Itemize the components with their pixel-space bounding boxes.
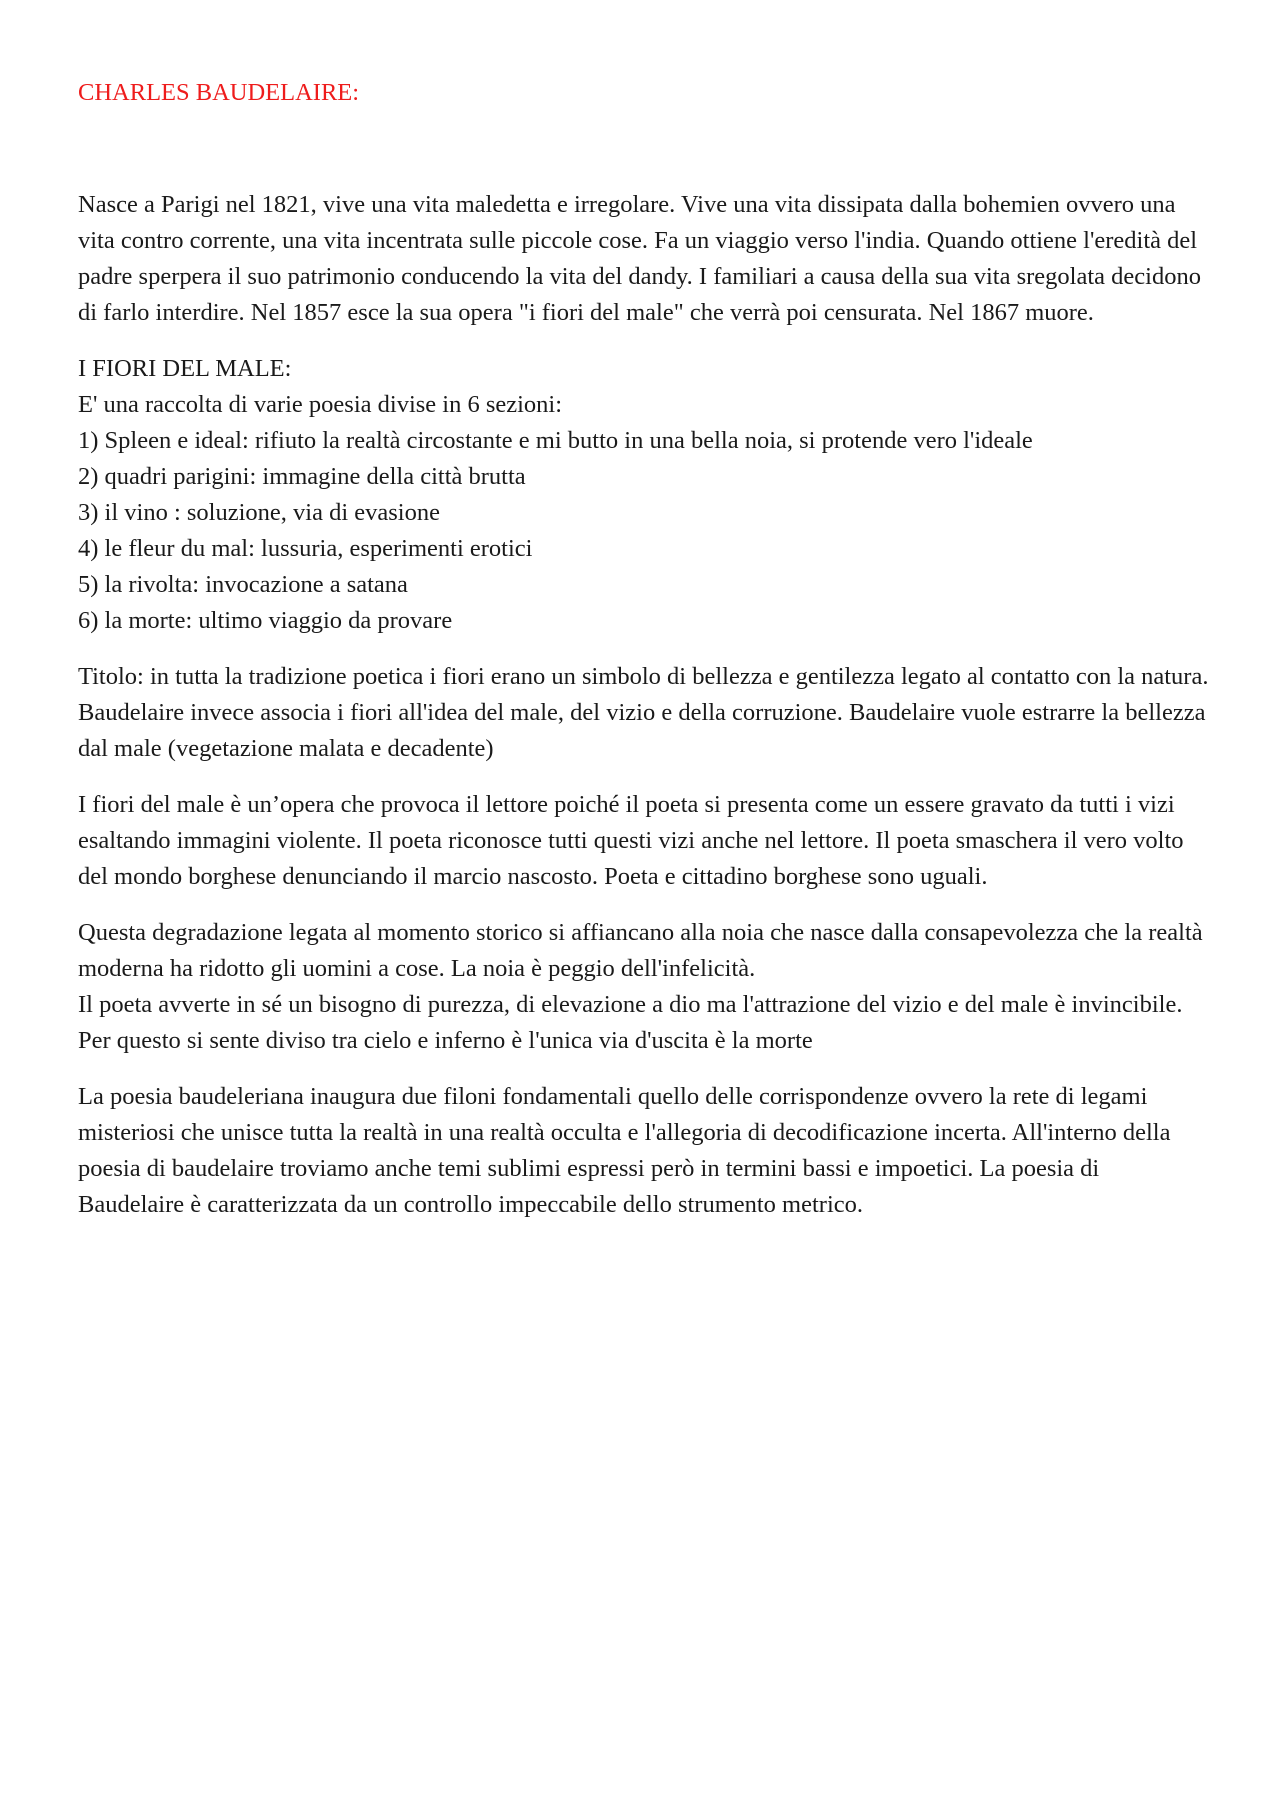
fiori-section <box>78 351 1210 639</box>
list-item: 5) la rivolta: invocazione a satana <box>78 571 408 598</box>
intro-paragraph: Nasce a Parigi nel 1821, vive una vita maledetta e irregolare. Vive una vita dissipata dalla bohemien ovvero una vita contro corrente, una vita incentrata sulle piccole cose. Fa un viaggio verso l'india. Quando ottiene l'eredità del padre sperpera il suo patrimonio conducendo la vita del dandy. I familiari a causa della sua vita sregolata decidono di farlo interdire. Nel 1857 esce la sua opera "i fiori del male" che verrà poi censurata. Nel 1867 muore. <box>78 191 1201 326</box>
titolo-paragraph: Titolo: in tutta la tradizione poetica i fiori erano un simbolo di bellezza e gentilezza legato al contatto con la natura. Baudelaire invece associa i fiori all'idea del male, del vizio e della corruzione. Baudelaire vuole estrarre la bellezza dal male (vegetazione malata e decadente) <box>78 663 1209 762</box>
poesia-paragraph: La poesia baudeleriana inaugura due filoni fondamentali quello delle corrispondenze ovvero la rete di legami misteriosi che unisce tutta la realtà in una realtà occulta e l'allegoria di decodificazione incerta. All'interno della poesia di baudelaire troviamo anche temi sublimi espressi però in termini bassi e impoetici. La poesia di Baudelaire è caratterizzata da un controllo impeccabile dello strumento metrico. <box>78 1083 1171 1218</box>
list-item: 2) quadri parigini: immagine della città brutta <box>78 463 526 490</box>
list-item: 3) il vino : soluzione, via di evasione <box>78 499 440 526</box>
purezza-paragraph: Il poeta avverte in sé un bisogno di purezza, di elevazione a dio ma l'attrazione del vizio e del male è invincibile. Per questo si sente diviso tra cielo e inferno è l'unica via d'uscita è la morte <box>78 991 1183 1054</box>
fiori-lead: E' una raccolta di varie poesia divise in 6 sezioni: <box>78 391 563 418</box>
title-spacer <box>78 111 1210 187</box>
list-item: 6) la morte: ultimo viaggio da provare <box>78 607 453 634</box>
list-item: 4) le fleur du mal: lussuria, esperimenti erotici <box>78 535 533 562</box>
list-item: 1) Spleen e ideal: rifiuto la realtà circostante e mi butto in una bella noia, si protende vero l'ideale <box>78 427 1033 454</box>
document-title: CHARLES BAUDELAIRE: <box>78 79 360 106</box>
degradazione-paragraph: Questa degradazione legata al momento storico si affiancano alla noia che nasce dalla consapevolezza che la realtà moderna ha ridotto gli uomini a cose. La noia è peggio dell'infelicità. <box>78 919 1203 982</box>
fiori-heading: I FIORI DEL MALE: <box>78 355 292 382</box>
degradazione-section <box>78 915 1210 1059</box>
opera-paragraph: I fiori del male è un’opera che provoca il lettore poiché il poeta si presenta come un essere gravato da tutti i vizi esaltando immagini violente. Il poeta riconosce tutti questi vizi anche nel lettore. Il poeta smaschera il vero volto del mondo borghese denunciando il marcio nascosto. Poeta e cittadino borghese sono uguali. <box>78 791 1184 890</box>
